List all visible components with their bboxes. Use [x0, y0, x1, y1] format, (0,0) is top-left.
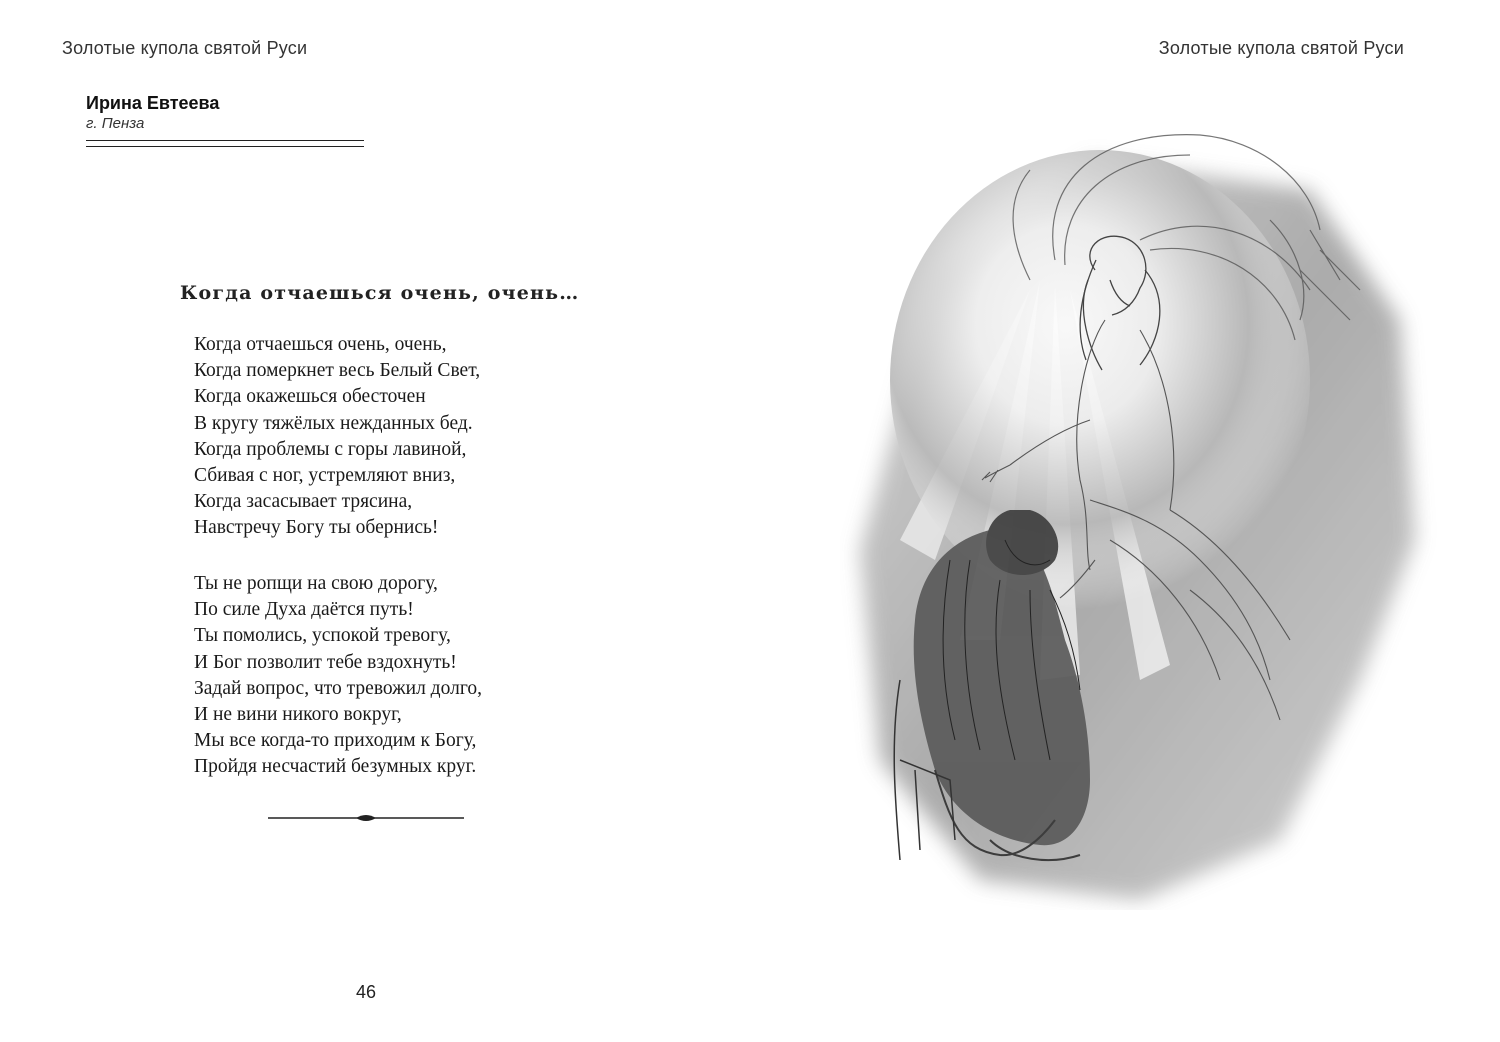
poem-line: И Бог позволит тебе вздохнуть!	[194, 651, 457, 673]
poem-line: Задай вопрос, что тревожил долго,	[194, 677, 482, 699]
ornament-divider	[268, 812, 464, 824]
poem-line: Пройдя несчастий безумных круг.	[194, 756, 477, 778]
running-head: Золотые купола святой Руси	[1158, 38, 1404, 58]
poem-line: Когда померкнет весь Белый Свет,	[194, 360, 481, 382]
poem-line: В кругу тяжёлых нежданных бед.	[194, 412, 473, 434]
page-number: 46	[356, 982, 377, 1002]
poem-line: Когда засасывает трясина,	[194, 491, 413, 513]
angel-illustration	[840, 120, 1440, 910]
author-city: г. Пенза	[86, 115, 145, 132]
stanza	[194, 571, 482, 781]
running-head: Золотые купола святой Руси	[62, 38, 308, 58]
poem-line: Когда отчаешься очень, очень,	[194, 334, 447, 355]
poem-line: Когда окажешься обесточен	[194, 386, 426, 408]
author-name: Ирина Евтеева	[86, 93, 220, 113]
poem-line: Ты не ропщи на свою дорогу,	[194, 573, 438, 594]
stanza	[194, 332, 480, 542]
poem-title: Когда отчаешься очень, очень…	[180, 282, 580, 304]
poem-line: Навстречу Богу ты обернись!	[194, 517, 439, 539]
poem-line: Сбивая с ног, устремляют вниз,	[194, 465, 456, 487]
poem-line: И не вини никого вокруг,	[194, 704, 402, 726]
double-rule-divider	[86, 140, 364, 147]
poem-line: По силе Духа даётся путь!	[194, 599, 414, 621]
poem-line: Когда проблемы с горы лавиной,	[194, 438, 467, 460]
poem-line: Ты помолись, успокой тревогу,	[194, 625, 451, 647]
right-page	[750, 0, 1500, 1042]
author-block	[86, 92, 364, 147]
poem-line: Мы все когда-то приходим к Богу,	[194, 730, 477, 752]
